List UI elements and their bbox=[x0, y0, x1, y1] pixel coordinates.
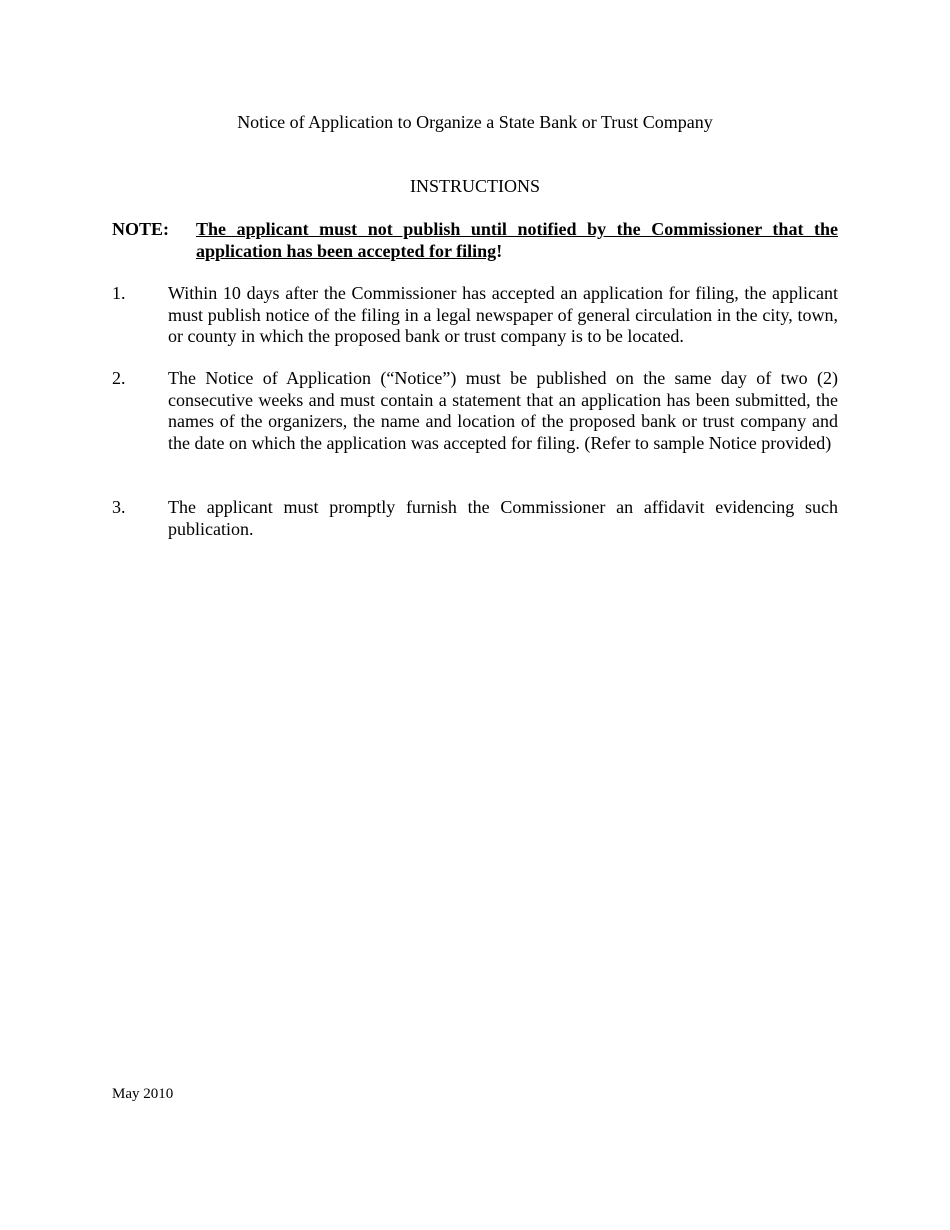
note-underlined-text: The applicant must not publish until notified by the Commissioner that the application has been accepted for filing bbox=[196, 219, 838, 261]
instructions-heading: INSTRUCTIONS bbox=[409, 176, 540, 196]
item-text: The applicant must promptly furnish the Commissioner an affidavit evidencing such publication. bbox=[168, 497, 838, 539]
page-title: Notice of Application to Organize a State Bank or Trust Company bbox=[237, 112, 713, 132]
item-number: 3. bbox=[112, 497, 126, 517]
note-block bbox=[112, 219, 838, 262]
item-number: 2. bbox=[112, 368, 126, 388]
instruction-item-3 bbox=[112, 497, 838, 540]
instruction-item-2 bbox=[112, 368, 838, 454]
note-label: NOTE: bbox=[112, 219, 170, 239]
item-text: The Notice of Application (“Notice”) must be published on the same day of two (2) consecutive weeks and must contain a statement that an application has been submitted, the names of the organizers, the name and location of the proposed bank or trust company and the date on which the application was accepted for filing. (Refer to sample Notice provided) bbox=[168, 368, 838, 453]
footer-date: May 2010 bbox=[112, 1086, 174, 1102]
note-text bbox=[196, 219, 838, 262]
item-number: 1. bbox=[112, 283, 126, 303]
instruction-item-1 bbox=[112, 283, 838, 348]
note-exclamation: ! bbox=[496, 240, 503, 261]
item-text: Within 10 days after the Commissioner has accepted an application for filing, the applicant must publish notice of the filing in a legal newspaper of general circulation in the city, town, or county in which the proposed bank or trust company is to be located. bbox=[168, 283, 838, 346]
